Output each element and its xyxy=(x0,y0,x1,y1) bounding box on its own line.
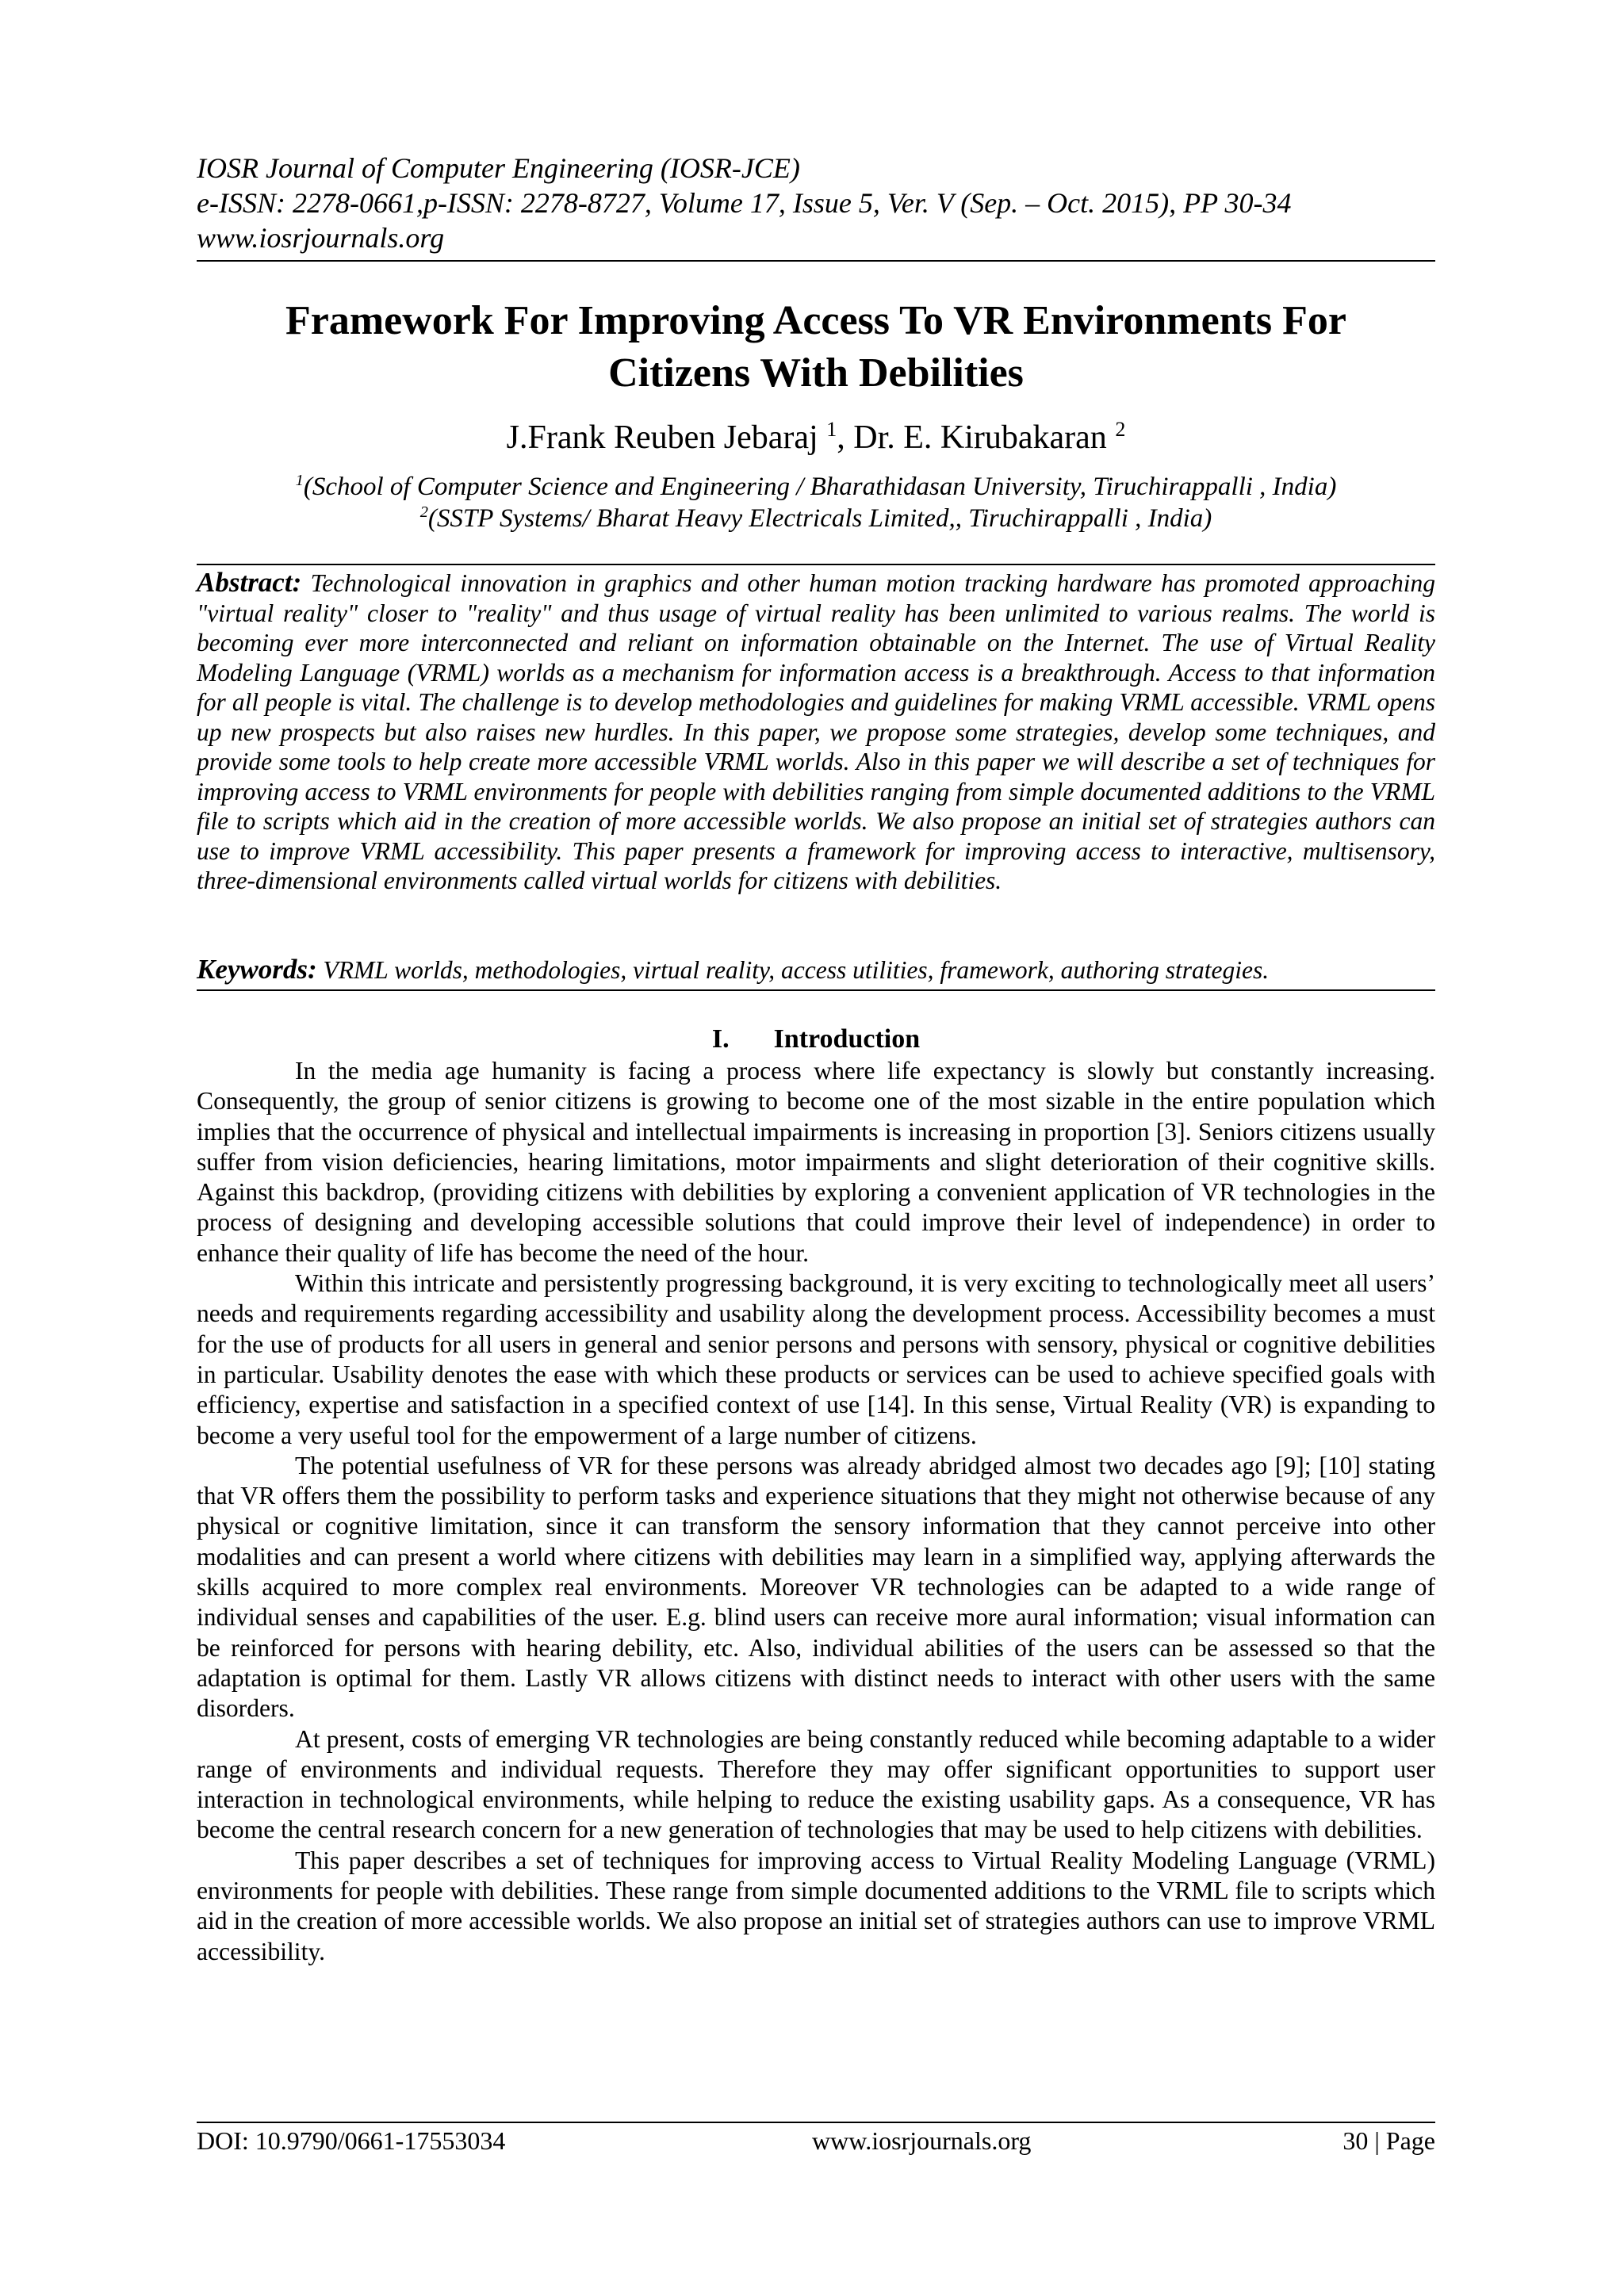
author-2-affiliation-mark: 2 xyxy=(1115,418,1126,441)
abstract xyxy=(197,568,1435,896)
author-1: J.Frank Reuben Jebaraj xyxy=(506,419,818,456)
footer-rule xyxy=(197,2122,1435,2123)
header-rule xyxy=(197,260,1435,262)
keywords-label: Keywords: xyxy=(197,954,317,985)
journal-name: IOSR Journal of Computer Engineering (IOSR-JCE) xyxy=(197,152,800,184)
section-heading xyxy=(197,1023,1435,1056)
paragraph: In the media age humanity is facing a process where life expectancy is slowly but constantly increasing. Consequently, the group of senior citizens is growing to become one of the most sizable in the entire population which implies that the occurrence of physical and intellectual impairments is increasing in proportion [3]. Seniors citizens usually suffer from vision deficiencies, hearing limitations, motor impairments and slight deterioration of their cognitive skills. Against this backdrop, (providing citizens with debilities by exploring a convenient application of VR technologies in the process of designing and developing accessible solutions that could improve their level of independence) in order to enhance their quality of life has become the need of the hour. xyxy=(197,1057,1435,1267)
abstract-top-rule xyxy=(197,564,1435,565)
affiliation-2-mark: 2 xyxy=(419,503,428,521)
affiliations xyxy=(197,471,1435,534)
paragraph: At present, costs of emerging VR technologies are being constantly reduced while becoming adaptable to a wider range of environments and individual requests. Therefore they may offer significant opportunities to support user interaction in technological environments, while helping to reduce the existing usability gaps. As a consequence, VR has become the central research concern for a new generation of technologies that may be used to help citizens with debilities. xyxy=(197,1724,1435,1844)
section-number: I. xyxy=(711,1024,730,1054)
paragraph: This paper describes a set of techniques for improving access to Virtual Reality Modeling Language (VRML) environments for people with debilities. These range from simple documented additions to the VRML file to scripts which aid in the creation of more accessible worlds. We also propose an initial set of strategies authors can use to improve VRML accessibility. xyxy=(197,1846,1435,1965)
paragraph: The potential usefulness of VR for these persons was already abridged almost two decades ago [9]; [10] stating that VR offers them the possibility to perform tasks and experience situations that they might not otherwise because of any physical or cognitive limitation, since it can transform the sensory information that they cannot perceive into other modalities and can present a world where citizens with debilities may learn in a simplified way, applying afterwards the skills acquired to more complex real environments. Moreover VR technologies can be adapted to a wide range of individual senses and capabilities of the user. E.g. blind users can receive more aural information; visual information can be reinforced for persons with hearing debility, etc. Also, individual abilities of the users can be assessed so that the adaptation is optimal for them. Lastly VR allows citizens with distinct needs to interact with other users with the same disorders. xyxy=(197,1451,1435,1723)
affiliation-1 xyxy=(197,471,1435,503)
title-line-1: Framework For Improving Access To VR Environments For xyxy=(285,298,1347,343)
journal-website: www.iosrjournals.org xyxy=(197,222,445,254)
footer-page-number: 30 | Page xyxy=(1342,2126,1435,2155)
paragraph: Within this intricate and persistently progressing background, it is very exciting to technologically meet all users’ needs and requirements regarding accessibility and usability along the development process. Accessibility becomes a must for the use of products for all users in general and senior persons and persons with sensory, physical or cognitive debilities in particular. Usability denotes the ease with which these products or services can be used to achieve specified goals with efficiency, expertise and satisfaction in a specified context of use [14]. In this sense, Virtual Reality (VR) is expanding to become a very useful tool for the empowerment of a large number of citizens. xyxy=(197,1269,1435,1449)
abstract-text: Technological innovation in graphics and other human motion tracking hardware has promoted approaching "virtual reality" closer to "reality" and thus usage of virtual reality has been unlimited to various realms. The world is becoming ever more interconnected and reliant on information obtainable on the Internet. The use of Virtual Reality Modeling Language (VRML) worlds as a mechanism for information access is a breakthrough. Access to that information for all people is vital. The challenge is to develop methodologies and guidelines for making VRML accessible. VRML opens up new prospects but also raises new hurdles. In this paper, we propose some strategies, develop some techniques, and provide some tools to help create more accessible VRML worlds. Also in this paper we will describe a set of techniques for improving access to VRML environments for people with debilities ranging from simple documented additions to the VRML file to scripts which aid in the creation of more accessible worlds. We also propose an initial set of strategies authors can use to improve VRML accessibility. This paper presents a framework for improving access to interactive, multisensory, three-dimensional environments called virtual worlds for citizens with debilities. xyxy=(197,569,1435,894)
journal-issn: e-ISSN: 2278-0661,p-ISSN: 2278-8727, Volume 17, Issue 5, Ver. V (Sep. – Oct. 2015), PP 30-34 xyxy=(197,187,1292,219)
affiliation-1-mark: 1 xyxy=(295,472,304,489)
footer-doi: DOI: 10.9790/0661-17553034 xyxy=(197,2126,506,2155)
paper-title xyxy=(197,295,1435,400)
keywords xyxy=(197,955,1435,985)
author-list xyxy=(197,415,1435,460)
abstract-label: Abstract: xyxy=(197,567,302,598)
section-title: Introduction xyxy=(773,1024,921,1054)
journal-header xyxy=(197,151,1435,255)
title-line-2: Citizens With Debilities xyxy=(608,350,1024,396)
author-1-affiliation-mark: 1 xyxy=(826,418,837,441)
footer-website: www.iosrjournals.org xyxy=(812,2126,1032,2155)
affiliation-2 xyxy=(197,503,1435,534)
author-separator: , xyxy=(837,419,854,456)
affiliation-1-text: (School of Computer Science and Engineering / Bharathidasan University, Tiruchirappalli , India) xyxy=(303,473,1337,501)
body-text xyxy=(197,1056,1435,1967)
abstract-bottom-rule xyxy=(197,989,1435,991)
affiliation-2-text: (SSTP Systems/ Bharat Heavy Electricals Limited,, Tiruchirappalli , India) xyxy=(427,504,1212,533)
author-2: Dr. E. Kirubakaran xyxy=(853,419,1107,456)
keywords-text: VRML worlds, methodologies, virtual reality, access utilities, framework, authoring strategies. xyxy=(323,956,1270,984)
